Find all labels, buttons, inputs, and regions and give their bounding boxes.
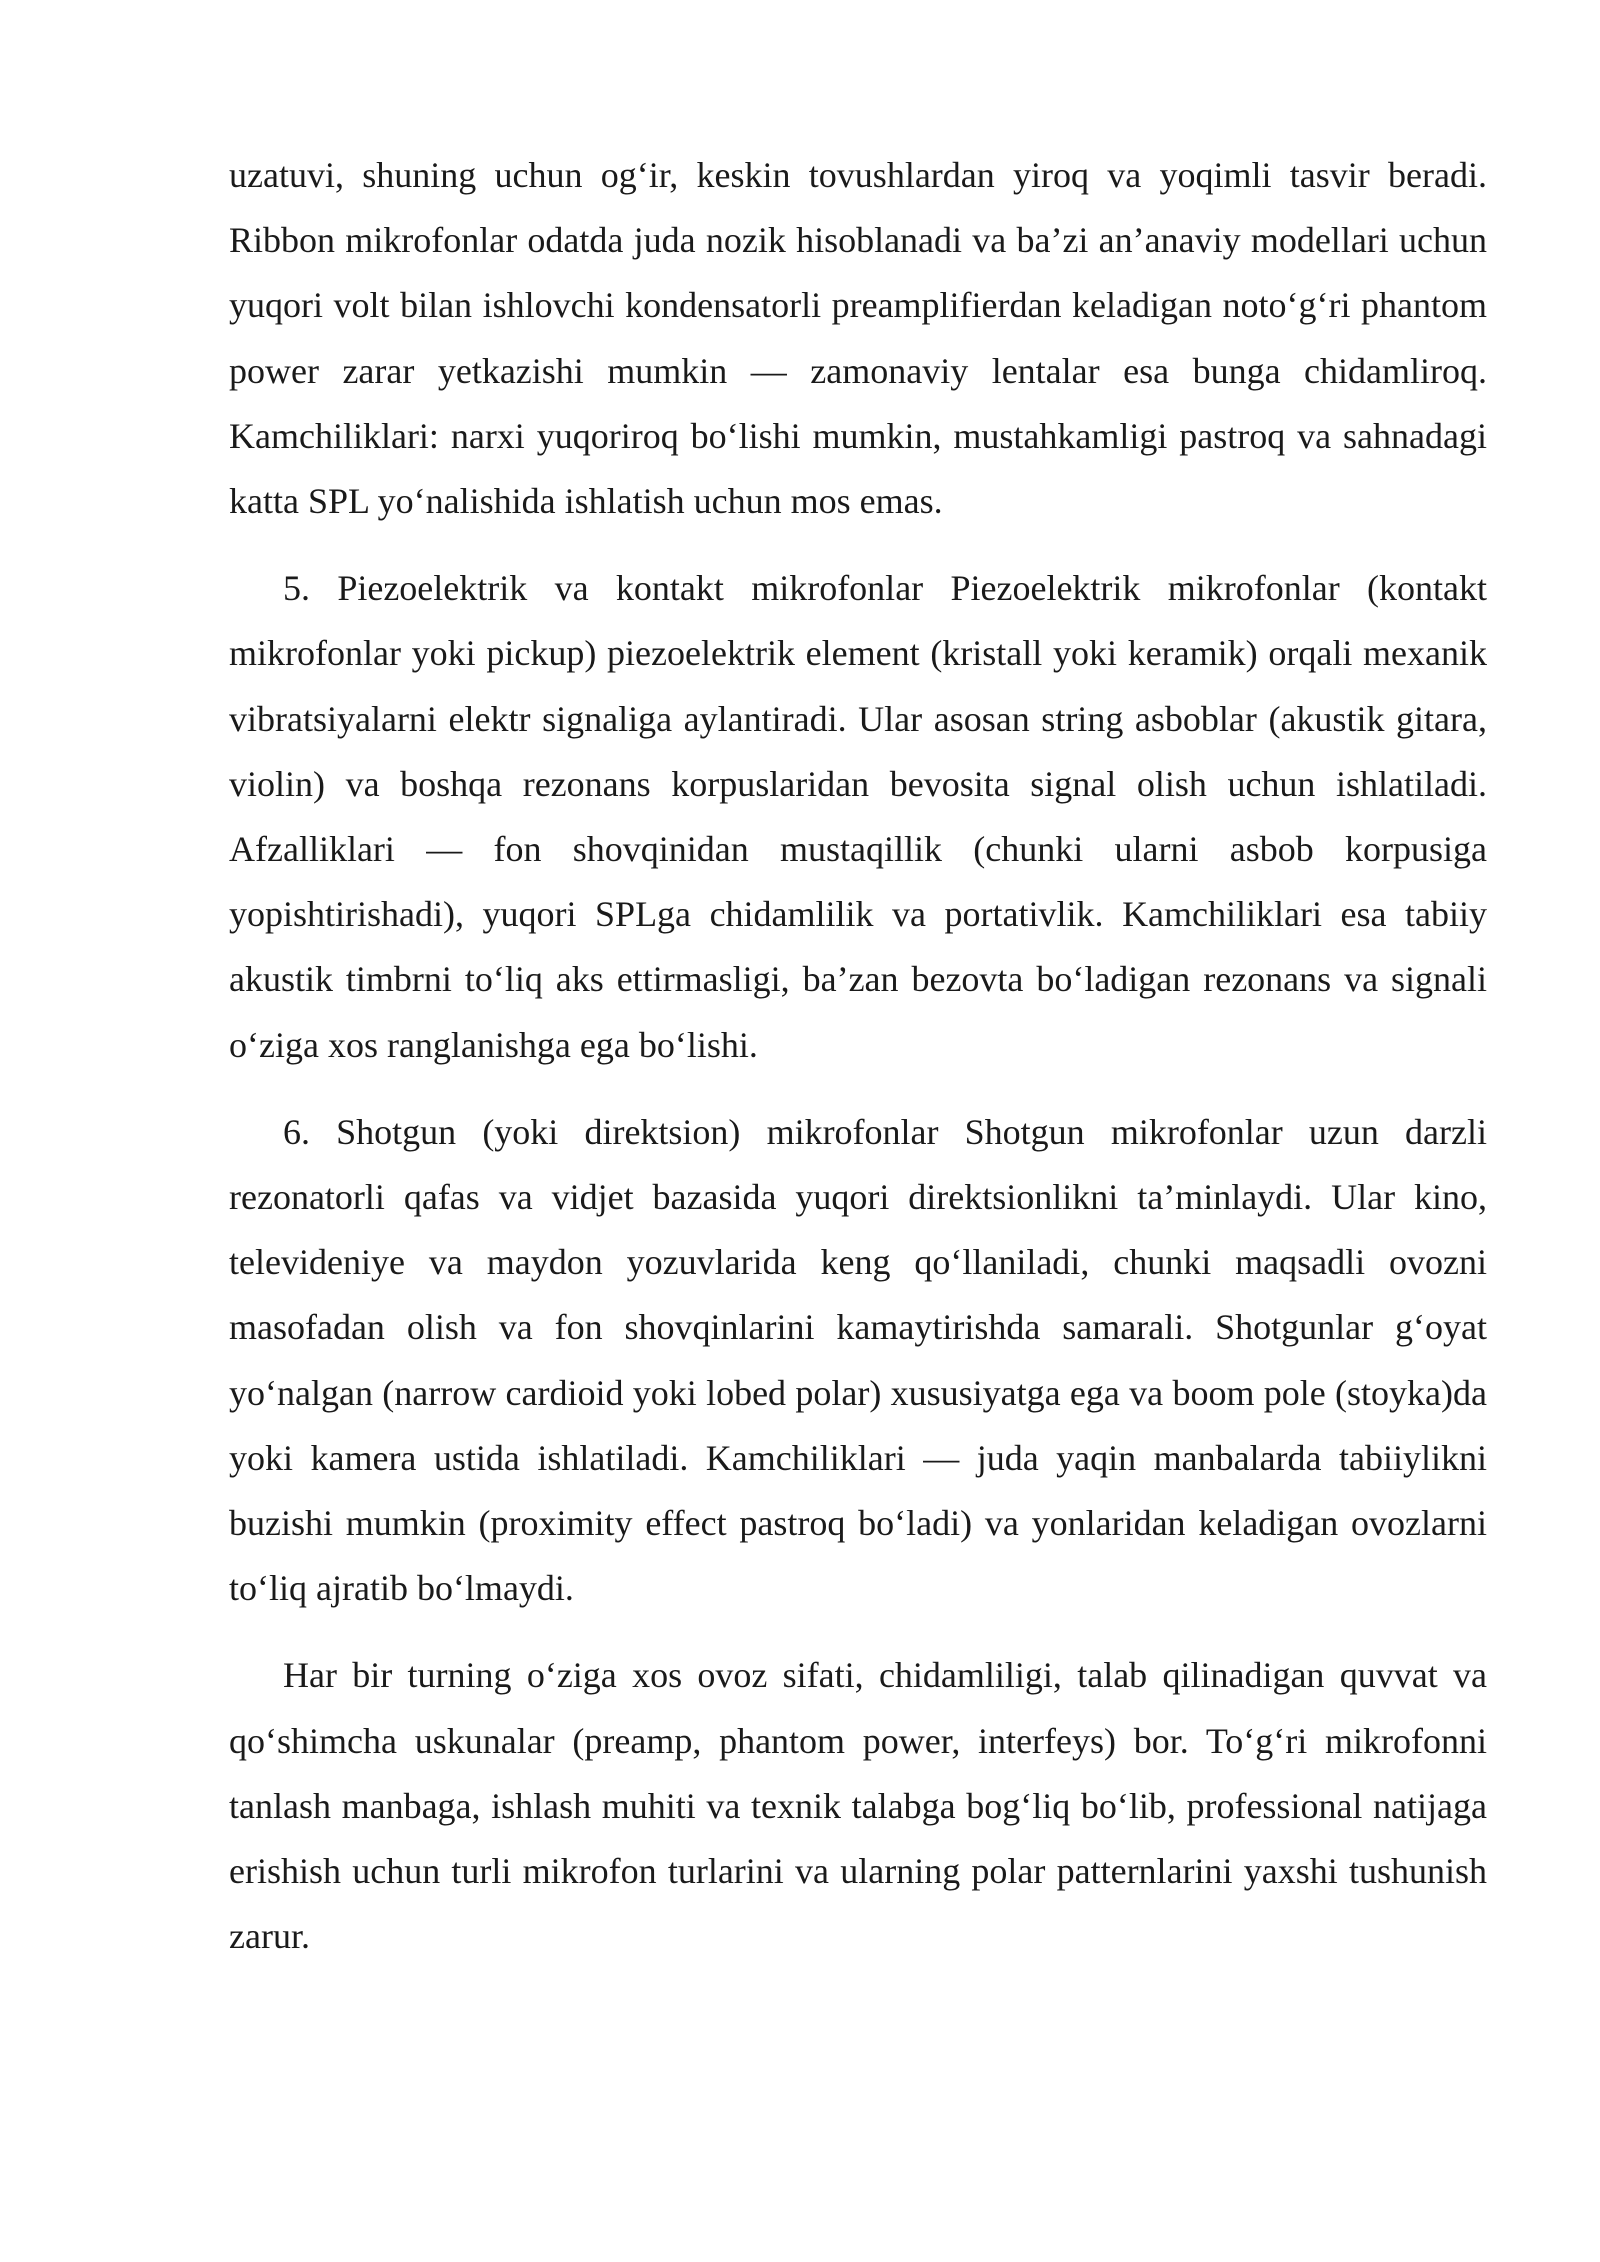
paragraph-conclusion: Har bir turning o‘ziga xos ovoz sifati, chidamliligi, talab qilinadigan quvvat va qo‘shimcha uskunalar (preamp, phantom power, interfeys) bor. To‘g‘ri mikrofonni tanlash manbaga, ishlash muhiti va texnik talabga bog‘liq bo‘lib, professional natijaga erishish uchun turli mikrofon turlarini va ularning polar patternlarini yaxshi tushunish zarur. bbox=[229, 1655, 1487, 1957]
document-page bbox=[229, 143, 1487, 1991]
paragraph-ribbon-continuation: uzatuvi, shuning uchun og‘ir, keskin tovushlardan yiroq va yoqimli tasvir beradi. Ribbon mikrofonlar odatda juda nozik hisoblanadi va ba’zi an’anaviy modellari uchun yuqori volt bilan ishlovchi kondensatorli preamplifierdan keladigan noto‘g‘ri phantom power zarar yetkazishi mumkin — zamonaviy lentalar esa bunga chidamliroq. Kamchiliklari: narxi yuqoriroq bo‘lishi mumkin, mustahkamligi pastroq va sahnadagi katta SPL yo‘nalishida ishlatish uchun mos emas. bbox=[229, 155, 1487, 522]
paragraph-piezoelectric-microphones: 5. Piezoelektrik va kontakt mikrofonlar Piezoelektrik mikrofonlar (kontakt mikrofonlar yoki pickup) piezoelektrik element (kristall yoki keramik) orqali mexanik vibratsiyalarni elektr signaliga aylantiradi. Ular asosan string asboblar (akustik gitara, violin) va boshqa rezonans korpuslaridan bevosita signal olish uchun ishlatiladi. Afzalliklari — fon shovqinidan mustaqillik (chunki ularni asbob korpusiga yopishtirishadi), yuqori SPLga chidamlilik va portativlik. Kamchiliklari esa tabiiy akustik timbrni to‘liq aks ettirmasligi, ba’zan bezovta bo‘ladigan rezonans va signali o‘ziga xos ranglanishga ega bo‘lishi. bbox=[229, 568, 1487, 1065]
paragraph-shotgun-microphones: 6. Shotgun (yoki direktsion) mikrofonlar Shotgun mikrofonlar uzun darzli rezonatorli qafas va vidjet bazasida yuqori direktsionlikni ta’minlaydi. Ular kino, televideniye va maydon yozuvlarida keng qo‘llaniladi, chunki maqsadli ovozni masofadan olish va fon shovqinlarini kamaytirishda samarali. Shotgunlar g‘oyat yo‘nalgan (narrow cardioid yoki lobed polar) xususiyatga ega va boom pole (stoyka)da yoki kamera ustida ishlatiladi. Kamchiliklari — juda yaqin manbalarda tabiiylikni buzishi mumkin (proximity effect pastroq bo‘ladi) va yonlaridan keladigan ovozlarni to‘liq ajratib bo‘lmaydi. bbox=[229, 1111, 1487, 1609]
